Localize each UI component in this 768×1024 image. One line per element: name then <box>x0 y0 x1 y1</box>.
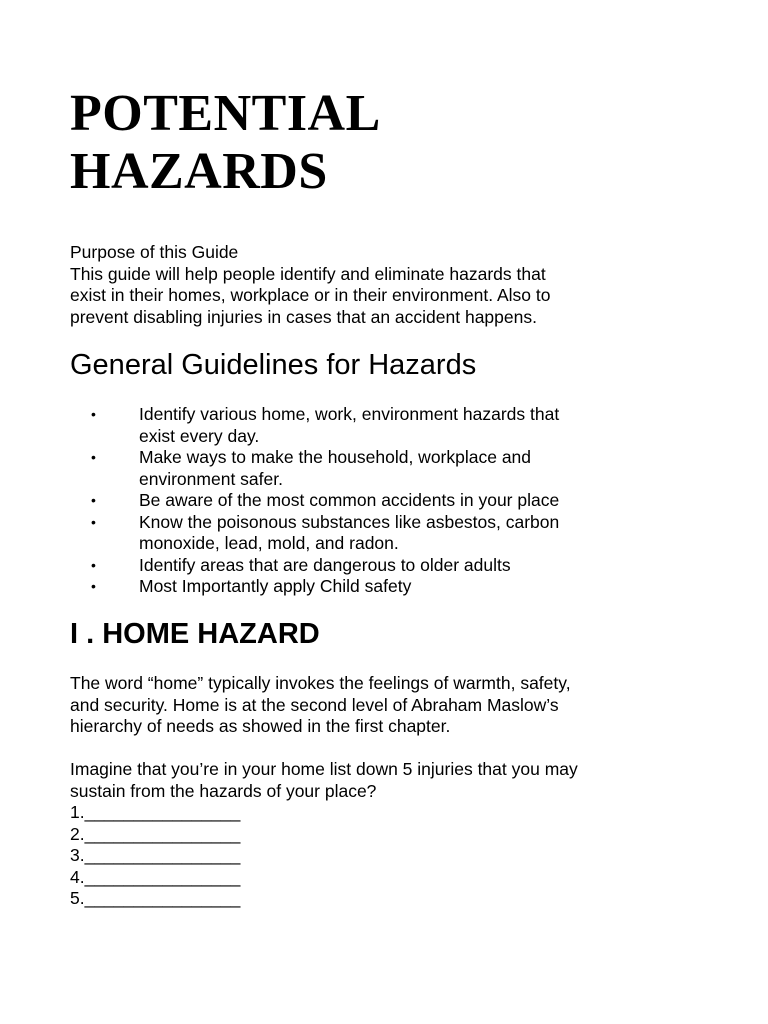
purpose-heading: Purpose of this Guide <box>70 242 239 262</box>
list-item <box>70 555 710 577</box>
list-item-text: monoxide, lead, mold, and radon. <box>139 533 399 553</box>
answer-blank: 2.________________ <box>70 823 241 844</box>
list-item-text: Identify various home, work, environment hazards that <box>139 404 560 424</box>
list-item-text: Be aware of the most common accidents in your place <box>139 490 560 510</box>
prompt-line: sustain from the hazards of your place? <box>70 780 377 801</box>
bullet-icon: • <box>91 513 96 530</box>
list-item-text: Identify areas that are dangerous to older adults <box>139 554 511 575</box>
home-hazard-section <box>70 673 710 910</box>
list-item <box>70 576 710 598</box>
title-line: POTENTIAL <box>70 85 381 142</box>
purpose-text-line: exist in their homes, workplace or in their environment. Also to <box>70 285 551 305</box>
answer-blank: 5.________________ <box>70 888 241 908</box>
list-item-text: Most Importantly apply Child safety <box>139 576 412 596</box>
paragraph-line: and security. Home is at the second level of Abraham Maslow’s <box>70 694 559 715</box>
list-item-text: Make ways to make the household, workplace and <box>139 447 532 467</box>
home-hazard-heading: I . HOME HAZARD <box>70 618 320 650</box>
bullet-icon: • <box>91 406 96 422</box>
guidelines-list <box>70 404 710 598</box>
list-item <box>70 512 710 555</box>
title-line: HAZARDS <box>70 143 328 200</box>
list-item-text: exist every day. <box>139 425 260 446</box>
bullet-icon: • <box>91 492 96 508</box>
paragraph-line: hierarchy of needs as showed in the first chapter. <box>70 716 451 736</box>
purpose-section <box>70 242 710 328</box>
guidelines-heading: General Guidelines for Hazards <box>70 349 477 381</box>
bullet-icon: • <box>91 556 96 573</box>
list-item-text: Know the poisonous substances like asbestos, carbon <box>139 511 560 532</box>
list-item <box>70 404 710 447</box>
list-item <box>70 490 710 512</box>
purpose-text-line: This guide will help people identify and eliminate hazards that <box>70 263 546 284</box>
answer-blank: 4.________________ <box>70 866 241 887</box>
answer-blank: 3.________________ <box>70 845 241 865</box>
bullet-icon: • <box>91 578 96 594</box>
purpose-text-line: prevent disabling injuries in cases that an accident happens. <box>70 306 537 327</box>
list-item <box>70 447 710 490</box>
prompt-line: Imagine that you’re in your home list down 5 injuries that you may <box>70 759 578 779</box>
spacer <box>70 738 710 760</box>
paragraph-line: The word “home” typically invokes the feelings of warmth, safety, <box>70 673 571 693</box>
list-item-text: environment safer. <box>139 468 283 489</box>
bullet-icon: • <box>91 449 96 465</box>
answer-blank: 1.________________ <box>70 802 241 822</box>
answer-blanks-list <box>70 802 710 910</box>
document-title <box>70 85 381 201</box>
